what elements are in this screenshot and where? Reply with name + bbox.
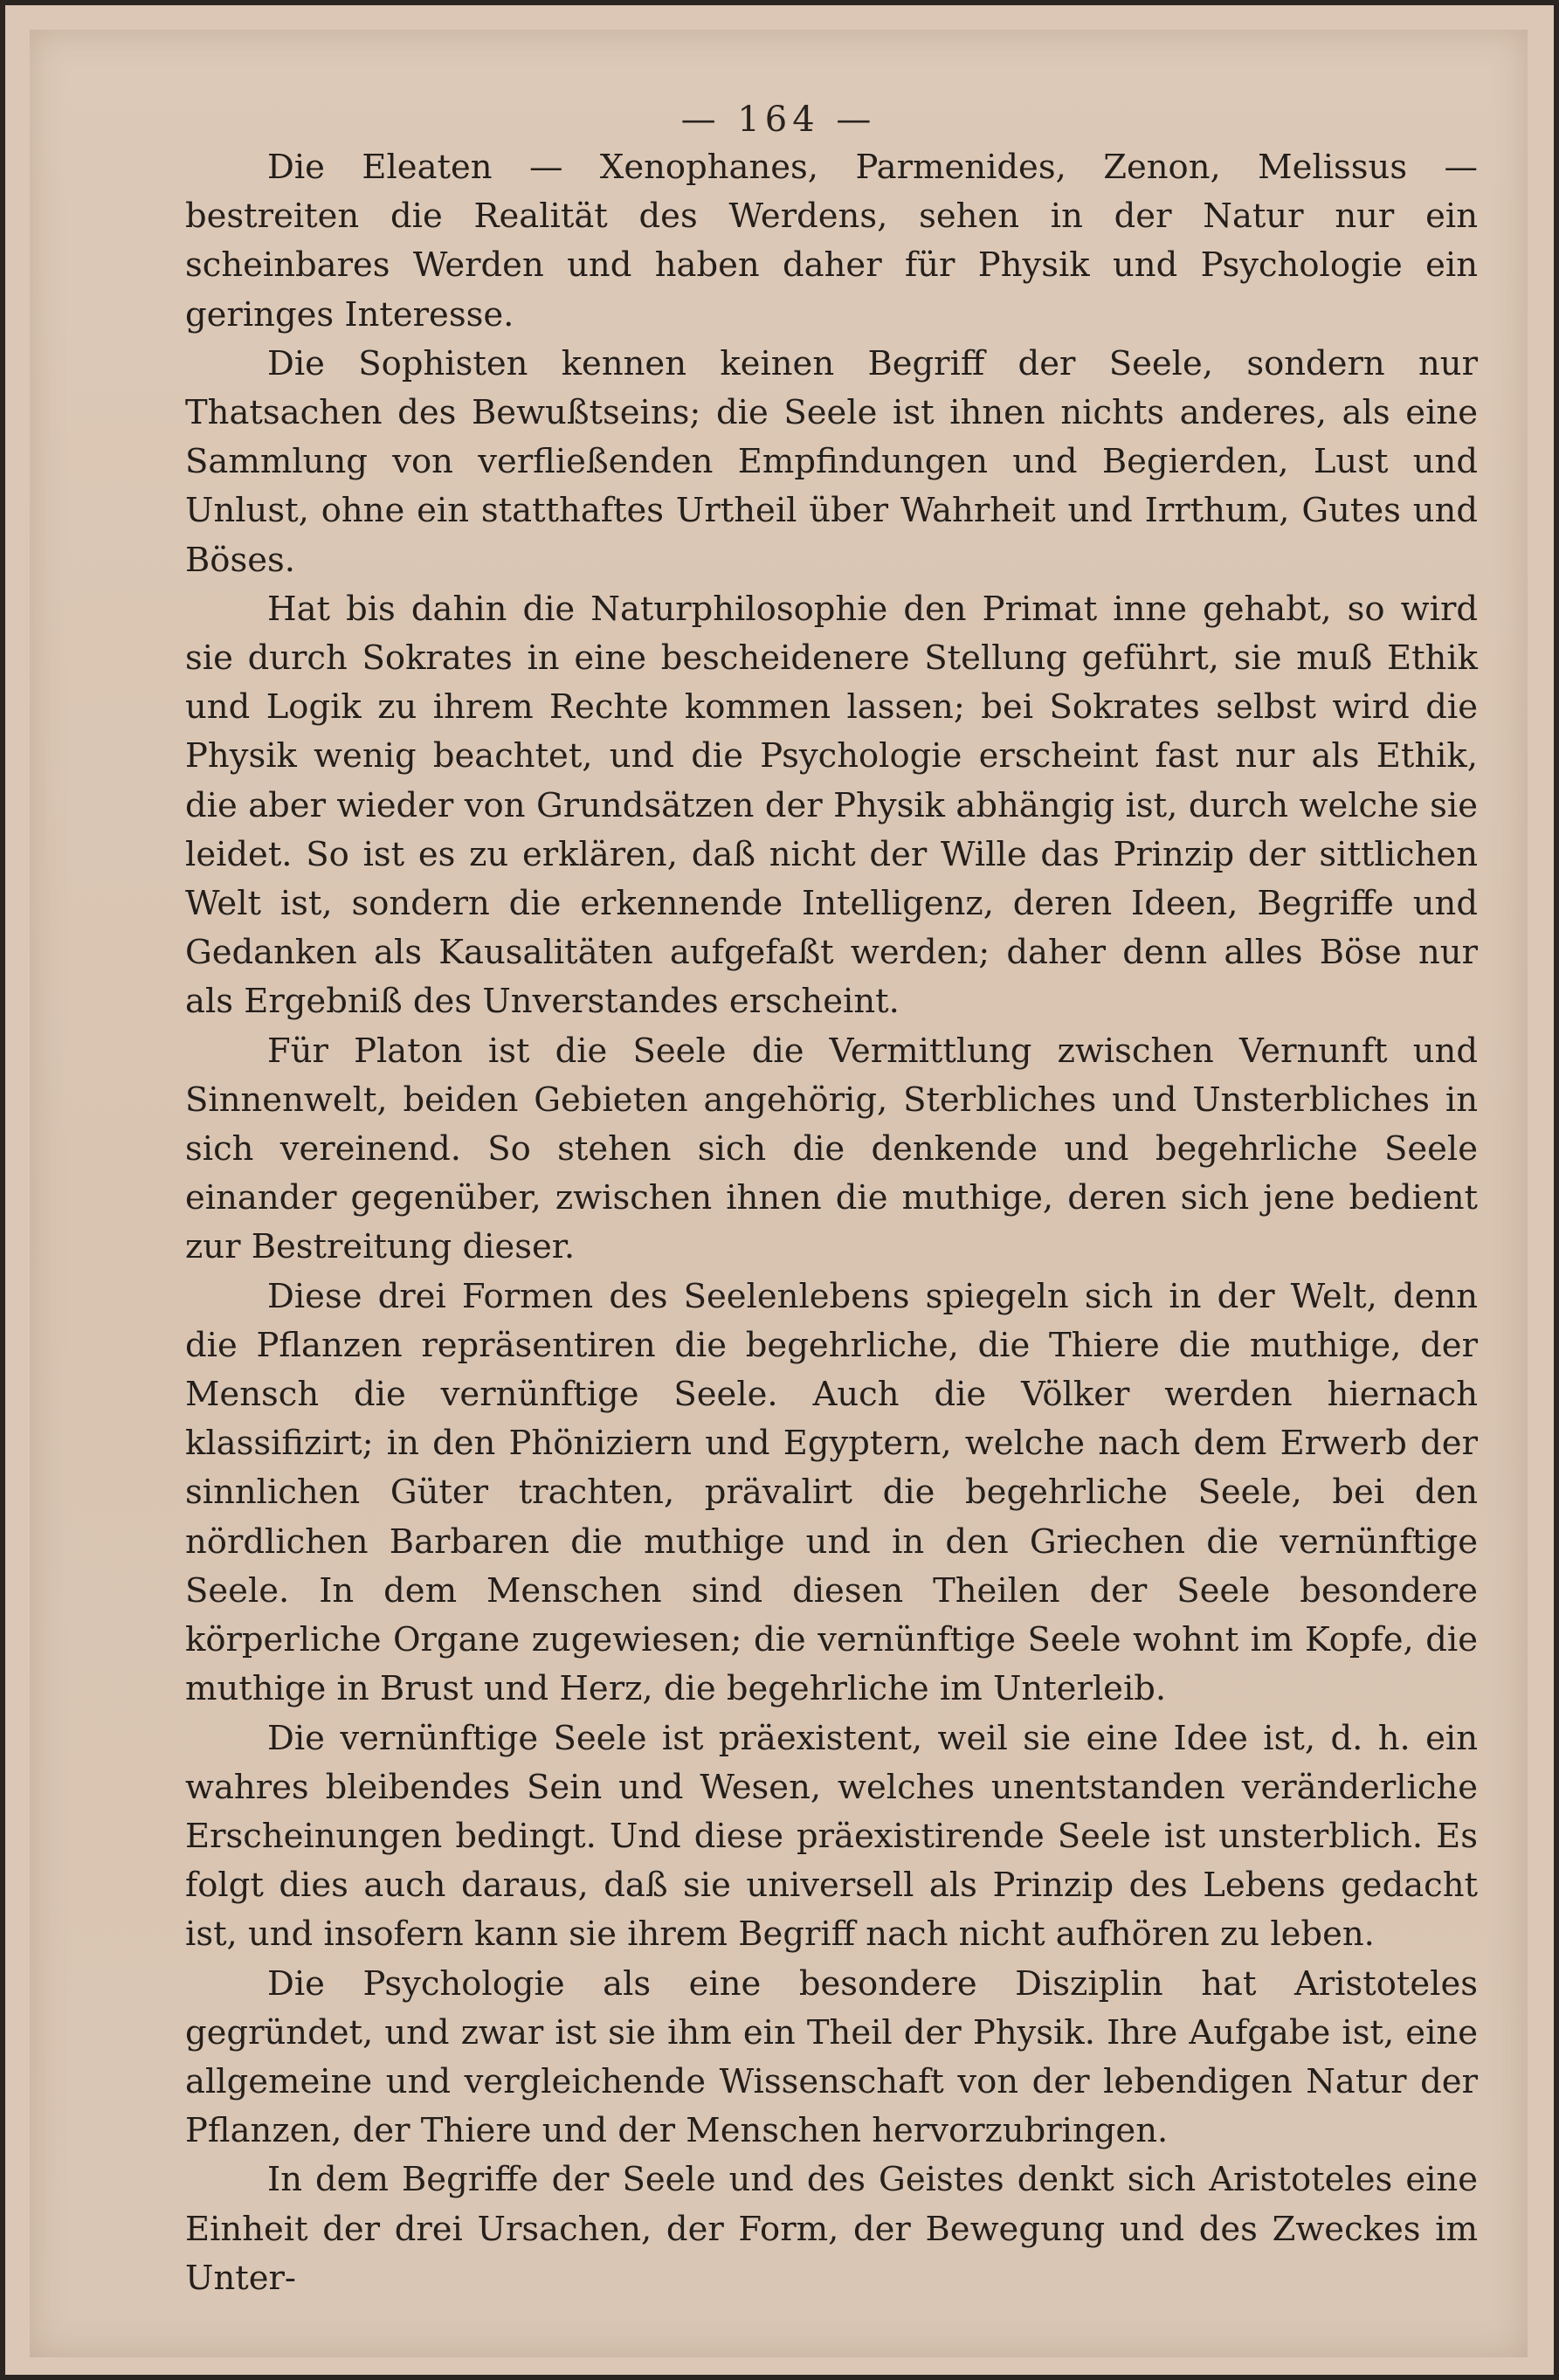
- paragraph-sokrates: Hat bis dahin die Naturphilosophie den Primat inne gehabt, so wird sie durch Sokrates in eine bescheidenere Stellung geführt, sie muß Ethik und Logik zu ihrem Rechte kommen lassen; bei Sokrates selbst wird die Physik wenig beachtet, und die Psychologie erscheint fast nur als Ethik, die aber wieder von Grundsätzen der Physik abhängig ist, durch welche sie leidet. So ist es zu erklären, daß nicht der Wille das Prinzip der sittlichen Welt ist, sondern die erkennende Intelligenz, deren Ideen, Begriffe und Gedanken als Kausalitäten aufgefaßt werden; daher denn alles Böse nur als Ergebniß des Unverstandes erscheint.: [185, 589, 1478, 1022]
- paragraph-aristoteles-seele: In dem Begriffe der Seele und des Geistes denkt sich Aristoteles eine Einheit der drei Ursachen, der Form, der Bewegung und des Zweckes im Unter-: [185, 2160, 1478, 2298]
- paragraph-praeexistenz: Die vernünftige Seele ist präexistent, weil sie eine Idee ist, d. h. ein wahres bleibendes Sein und Wesen, welches unentstanden veränderliche Erscheinungen bedingt. Und diese präexistirende Seele ist unsterblich. Es folgt dies auch daraus, daß sie universell als Prinzip des Lebens gedacht ist, und insofern kann sie ihrem Begriff nach nicht aufhören zu leben.: [185, 1718, 1478, 1955]
- body-text: [185, 143, 1478, 2303]
- paragraph-sophisten: Die Sophisten kennen keinen Begriff der Seele, sondern nur Thatsachen des Bewußtseins; die Seele ist ihnen nichts anderes, als eine Sammlung von verfließenden Empfindungen und Begierden, Lust und Unlust, ohne ein statthaftes Urtheil über Wahrheit und Irrthum, Gutes und Böses.: [185, 343, 1478, 580]
- page-number: — 164 —: [680, 100, 877, 140]
- paragraph-seelenformen: Diese drei Formen des Seelenlebens spiegeln sich in der Welt, denn die Pflanzen repräsentiren die begehrliche, die Thiere die muthige, der Mensch die vernünftige Seele. Auch die Völker werden hiernach klassifizirt; in den Phöniziern und Egyptern, welche nach dem Erwerb der sinnlichen Güter trachten, prävalirt die begehrliche Seele, bei den nördlichen Barbaren die muthige und in den Griechen die vernünftige Seele. In dem Menschen sind diesen Theilen der Seele besondere körperliche Organe zugewiesen; die vernünftige Seele wohnt im Kopfe, die muthige in Brust und Herz, die begehrliche im Unterleib.: [185, 1276, 1478, 1709]
- paragraph-eleaten: Die Eleaten — Xenophanes, Parmenides, Zenon, Melissus — bestreiten die Realität des Werdens, sehen in der Natur nur ein scheinbares Werden und haben daher für Physik und Psychologie ein geringes Interesse.: [185, 148, 1478, 335]
- paragraph-platon: Für Platon ist die Seele die Vermittlung zwischen Vernunft und Sinnenwelt, beiden Gebieten angehörig, Sterbliches und Unsterbliches in sich vereinend. So stehen sich die denkende und begehrliche Seele einander gegenüber, zwischen ihnen die muthige, deren sich jene bedient zur Bestreitung dieser.: [185, 1031, 1478, 1267]
- paragraph-aristoteles-psychologie: Die Psychologie als eine besondere Disziplin hat Aristoteles gegründet, und zwar ist sie ihm ein Theil der Physik. Ihre Aufgabe ist, eine allgemeine und vergleichende Wissenschaft von der lebendigen Natur der Pflanzen, der Thiere und der Menschen hervorzubringen.: [185, 1963, 1478, 2151]
